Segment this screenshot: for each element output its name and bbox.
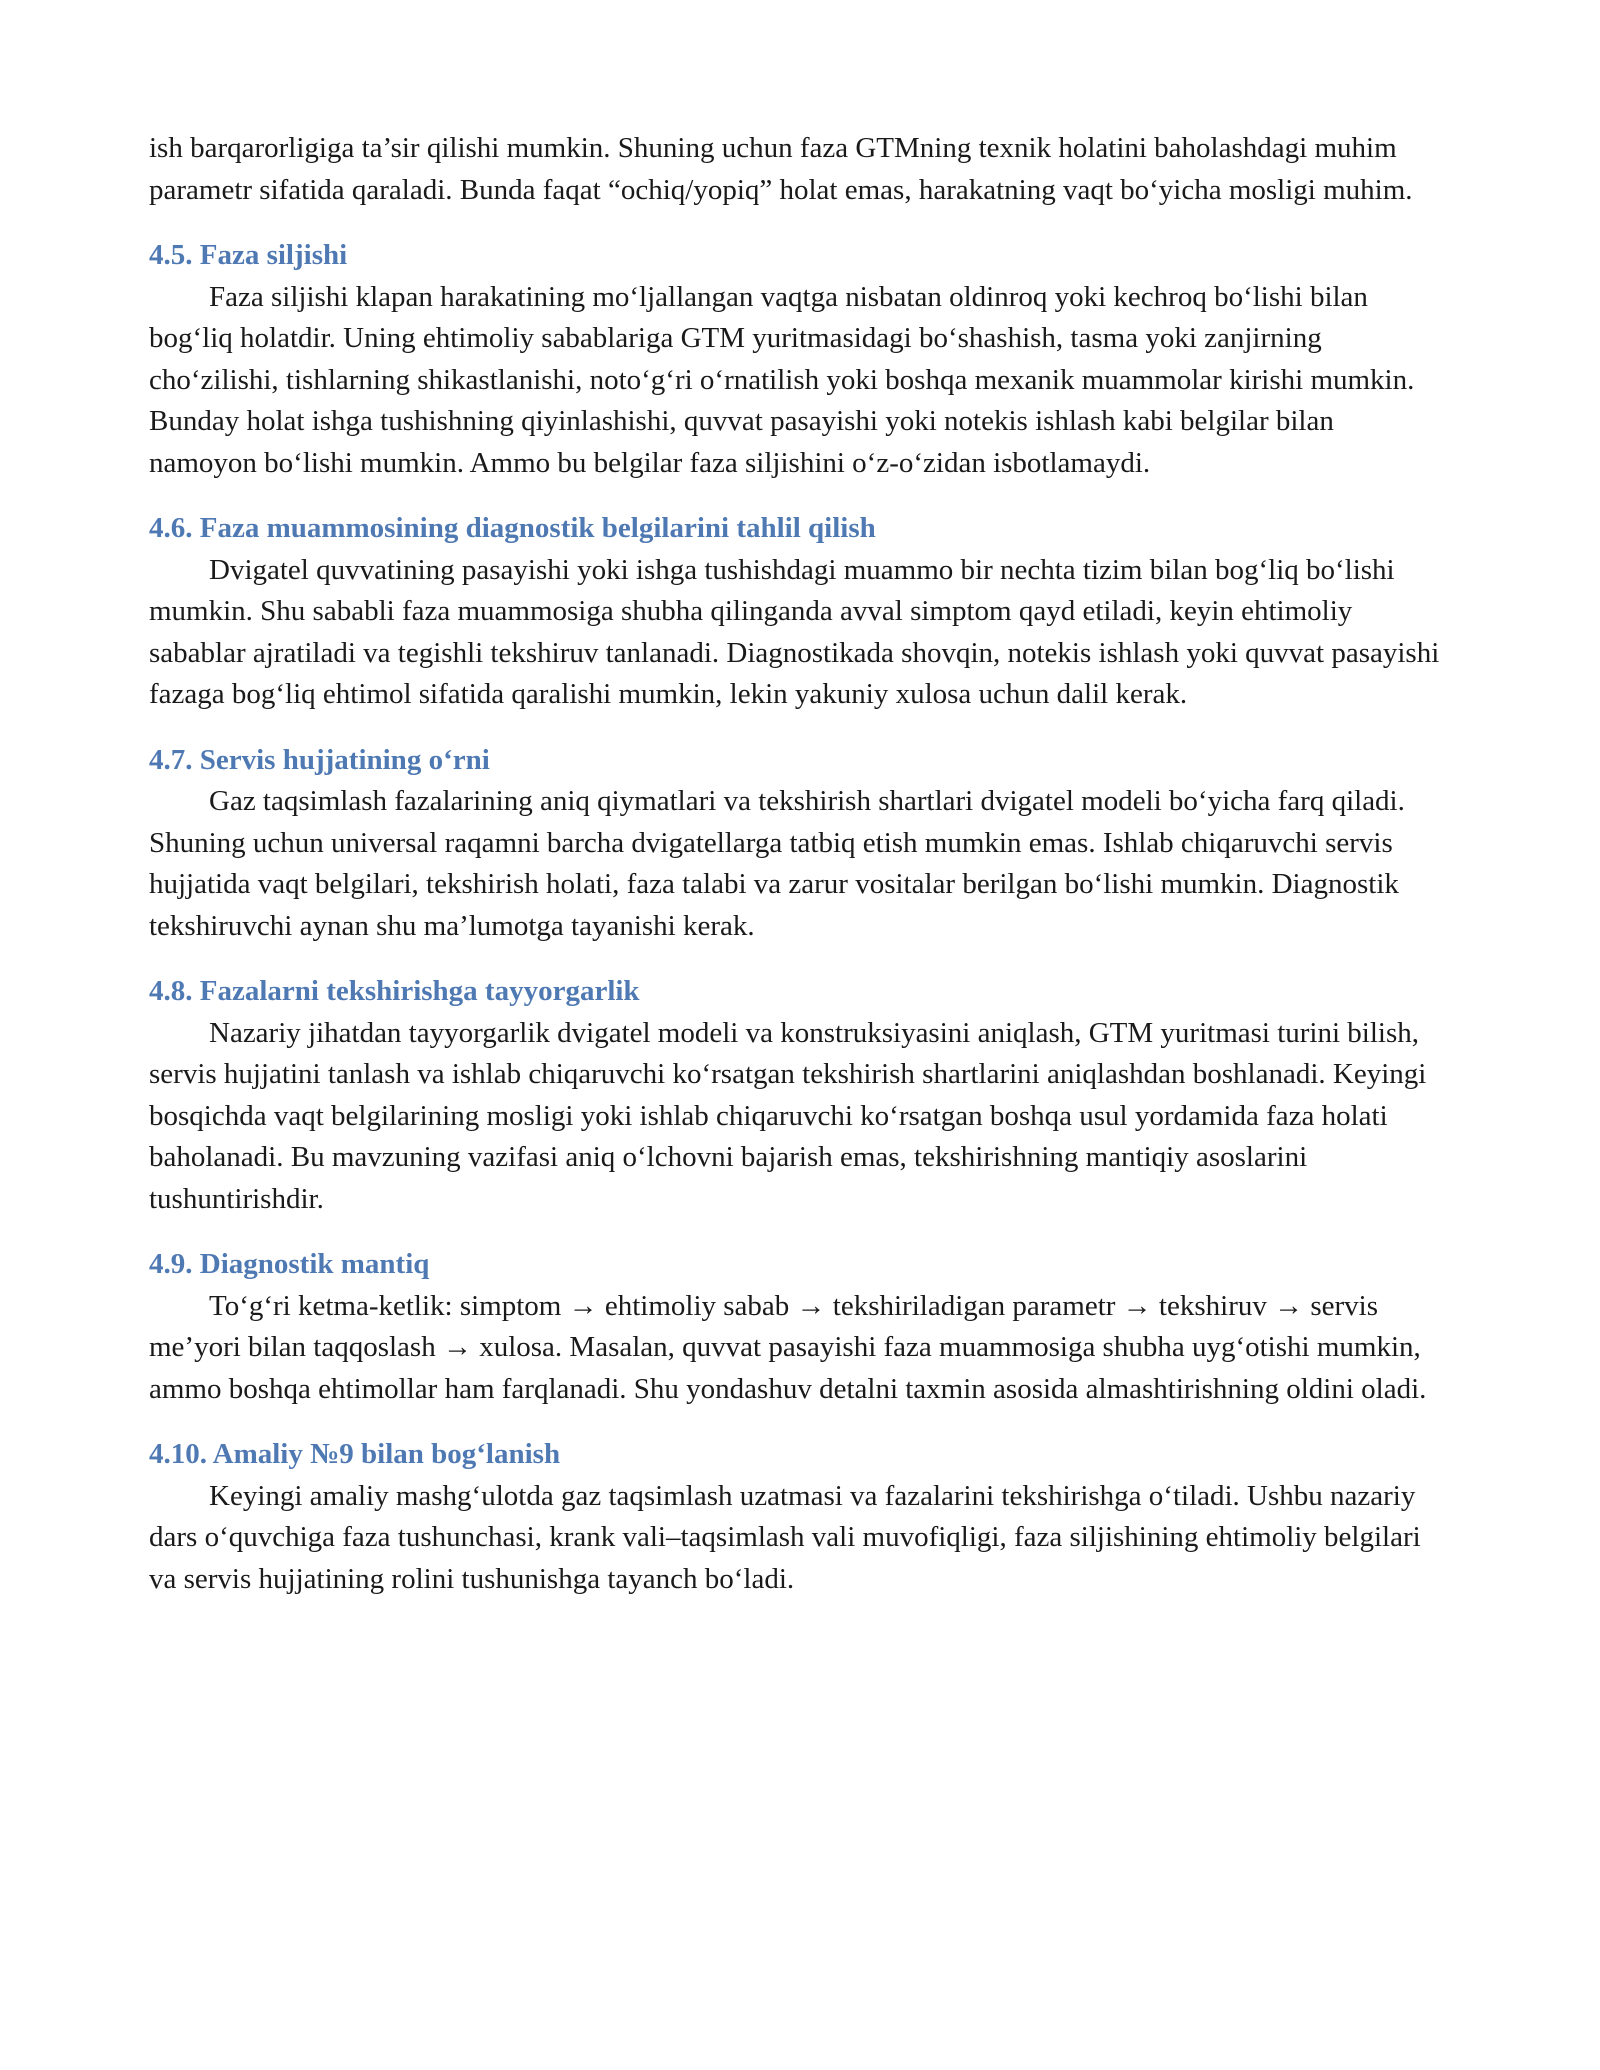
section-heading-4-7: 4.7. Servis hujjatining o‘rni [149, 743, 490, 776]
document-page [149, 128, 1449, 1600]
section-paragraph-4-5: Faza siljishi klapan harakatining mo‘ljallangan vaqtga nisbatan oldinroq yoki kechroq bo‘lishi bilan bog‘liq holatdir. Uning ehtimoliy sabablariga GTM yuritmasidagi bo‘shashish, tasma yoki zanjirning cho‘zilishi, tishlarning shikastlanishi, noto‘g‘ri o‘rnatilish yoki boshqa mexanik muammolar kirishi mumkin. Bunday holat ishga tushishning qiyinlashishi, quvvat pasayishi yoki notekis ishlash kabi belgilar bilan namoyon bo‘lishi mumkin. Ammo bu belgilar faza siljishini o‘z-o‘zidan isbotlamaydi. [149, 280, 1415, 479]
section-heading-4-6: 4.6. Faza muammosining diagnostik belgilarini tahlil qilish [149, 512, 876, 544]
section-heading-4-5: 4.5. Faza siljishi [149, 239, 348, 271]
intro-paragraph: ish barqarorligiga ta’sir qilishi mumkin. Shuning uchun faza GTMning texnik holatini baholashdagi muhim parametr sifatida qaraladi. Bunda faqat “ochiq/yopiq” holat emas, harakatning vaqt bo‘yicha mosligi muhim. [149, 132, 1413, 206]
section-paragraph-4-9: To‘g‘ri ketma-ketlik: simptom → ehtimoliy sabab → tekshiriladigan parametr → tekshiruv → servis me’yori bilan taqqoslash → xulosa. Masalan, quvvat pasayishi faza muammosiga shubha uyg‘otishi mumkin, ammo boshqa ehtimollar ham farqlanadi. Shu yondashuv detalni taxmin asosida almashtirishning oldini oladi. [149, 1289, 1427, 1405]
section-paragraph-4-8: Nazariy jihatdan tayyorgarlik dvigatel modeli va konstruksiyasini aniqlash, GTM yuritmasi turini bilish, servis hujjatini tanlash va ishlab chiqaruvchi ko‘rsatgan tekshirish shartlarini aniqlashdan boshlanadi. Keyingi bosqichda vaqt belgilarining mosligi yoki ishlab chiqaruvchi ko‘rsatgan boshqa usul yordamida faza holati baholanadi. Bu mavzuning vazifasi aniq o‘lchovni bajarish emas, tekshirishning mantiqiy asoslarini tushuntirishdir. [149, 1016, 1427, 1215]
section-heading-4-9: 4.9. Diagnostik mantiq [149, 1248, 430, 1280]
section-paragraph-4-7: Gaz taqsimlash fazalarining aniq qiymatlari va tekshirish shartlari dvigatel modeli bo‘yicha farq qiladi. Shuning uchun universal raqamni barcha dvigatellarga tatbiq etish mumkin emas. Ishlab chiqaruvchi servis hujjatida vaqt belgilari, tekshirish holati, faza talabi va zarur vositalar berilgan bo‘lishi mumkin. Diagnostik tekshiruvchi aynan shu ma’lumotga tayanishi kerak. [149, 785, 1405, 942]
section-paragraph-4-6: Dvigatel quvvatining pasayishi yoki ishga tushishdagi muammo bir nechta tizim bilan bog‘liq bo‘lishi mumkin. Shu sababli faza muammosiga shubha qilinganda avval simptom qayd etiladi, keyin ehtimoliy sabablar ajratiladi va tegishli tekshiruv tanlanadi. Diagnostikada shovqin, notekis ishlash yoki quvvat pasayishi fazaga bog‘liq ehtimol sifatida qaralishi mumkin, lekin yakuniy xulosa uchun dalil kerak. [149, 553, 1440, 710]
section-heading-4-8: 4.8. Fazalarni tekshirishga tayyorgarlik [149, 975, 640, 1007]
section-heading-4-10: 4.10. Amaliy №9 bilan bog‘lanish [149, 1438, 561, 1470]
section-paragraph-4-10: Keyingi amaliy mashg‘ulotda gaz taqsimlash uzatmasi va fazalarini tekshirishga o‘tiladi. Ushbu nazariy dars o‘quvchiga faza tushunchasi, krank vali–taqsimlash vali muvofiqligi, faza siljishining ehtimoliy belgilari va servis hujjatining rolini tushunishga tayanch bo‘ladi. [149, 1479, 1421, 1595]
